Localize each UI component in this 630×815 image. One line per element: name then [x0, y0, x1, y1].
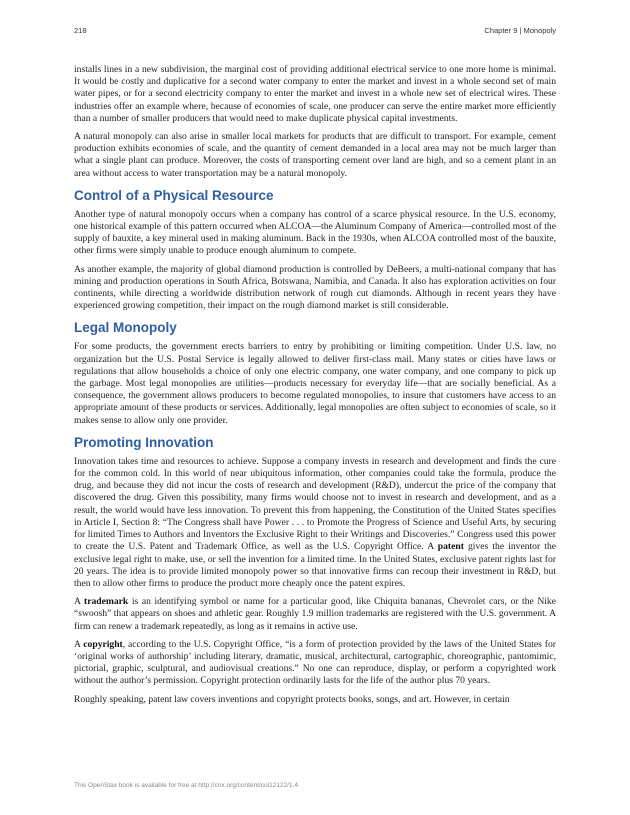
text-run: A [74, 638, 84, 650]
text-run: gives the inventor the exclusive legal right to make, use, or sell the invention for a limited time. In the United States, exclusive patent rights last for 20 years. The idea is to provide limited monopoly power so that innovative firms can recoup their investment in R&D, but then to allow other firms to produce the product more cheaply once the patent expires. [74, 541, 557, 589]
term-patent: patent [437, 541, 464, 553]
term-trademark: trademark [84, 596, 129, 608]
paragraph: As another example, the majority of global diamond production is controlled by DeBeers, a multi-national company that has mining and production operations in South Africa, Botswana, Namibia, and Canada. It also has exploration activities on four continents, while directing a worldwide distribution network of rough cut diamonds. Although in recent years they have experienced growing competition, their impact on the rough diamond market is still considerable. [74, 263, 556, 312]
page-footer: This OpenStax book is available for free at http://cnx.org/content/col12122/1.4 [74, 782, 299, 789]
paragraph: installs lines in a new subdivision, the marginal cost of providing additional electrical service to one more home is minimal. It would be costly and duplicative for a second water company to enter the market and invest in a whole second set of main water pipes, or for a second electricity company to enter the market and invest in a whole new set of electrical wires. These industries offer an example where, because of economies of scale, one producer can serve the entire market more efficiently than a number of smaller producers that would need to make duplicate physical capital investments. [74, 64, 556, 124]
page-body [74, 64, 556, 712]
section-heading-physical-resource: Control of a Physical Resource [74, 187, 274, 203]
text-run: is an identifying symbol or name for a particular good, like Chiquita bananas, Chevrolet cars, or the Nike “swoosh” that appears on shoes and athletic gear. Roughly 1.9 million trademarks are registered with the U.S. government. A firm can renew a trademark repeatedly, as long as it remains in active use. [74, 596, 556, 632]
chapter-title: Chapter 9 | Monopoly [484, 26, 556, 35]
paragraph: For some products, the government erects barriers to entry by prohibiting or limiting competition. Under U.S. law, no organization but the U.S. Postal Service is legally allowed to deliver first-class mail. Many states or cities have laws or regulations that allow households a choice of only one electric company, one water company, and one company to pick up the garbage. Most legal monopolies are utilities—products necessary for everyday life—that are socially beneficial. As a consequence, the government allows producers to become regulated monopolies, to insure that customers have access to an appropriate amount of these products or services. Additionally, legal monopolies are often subject to economies of scale, so it makes sense to allow only one provider. [74, 341, 556, 426]
text-run: Innovation takes time and resources to achieve. Suppose a company invests in research and development and finds the cure for the common cold. In this world of near ubiquitous information, other companies could take the formula, produce the drug, and because they did not incur the costs of research and development (R&D), undercut the price of the company that discovered the drug. Given this possibility, many firms would choose not to invest in research and development, and as a result, the world would have less innovation. To prevent this from happening, the Constitution of the United States specifies in Article I, Section 8: “The Congress shall have Power . . . to Promote the Progress of Science and Useful Arts, by securing for limited Times to Authors and Inventors the Exclusive Right to their Writings and Discoveries.” Congress used this power to create the U.S. Patent and Trademark Office, as well as the U.S. Copyright Office. A [74, 455, 556, 553]
page-header [74, 26, 556, 38]
paragraph-patent [74, 456, 556, 590]
text-run: , according to the U.S. Copyright Office, “is a form of protection provided by the laws of the United States for ‘original works of authorship’ including literary, dramatic, musical, architectural, cartographic, choreographic, pantomimic, pictorial, graphic, sculptural, and audiovisual creations.” No one can reproduce, display, or perform a copyrighted work without the author’s permission. Copyright protection ordinarily lasts for the life of the author plus 70 years. [74, 638, 556, 687]
paragraph-copyright [74, 639, 556, 688]
paragraph: Another type of natural monopoly occurs when a company has control of a scarce physical resource. In the U.S. economy, one historical example of this pattern occurred when ALCOA—the Aluminum Company of America—controlled most of the supply of bauxite, a key mineral used in making aluminum. Back in the 1930s, when ALCOA controlled most of the bauxite, other firms were simply unable to produce enough aluminum to compete. [74, 208, 556, 257]
section-heading-promoting-innovation: Promoting Innovation [74, 434, 214, 450]
section-heading-legal-monopoly: Legal Monopoly [74, 320, 177, 336]
text-run: A [74, 596, 84, 608]
term-copyright: copyright [83, 638, 123, 650]
page-number: 218 [74, 26, 87, 35]
paragraph-trademark [74, 596, 556, 633]
paragraph: A natural monopoly can also arise in smaller local markets for products that are difficult to transport. For example, cement production exhibits economies of scale, and the quantity of cement demanded in a local area may not be much larger than what a single plant can produce. Moreover, the costs of transporting cement over land are high, and so a cement plant in an area without access to water transportation may be a natural monopoly. [74, 131, 556, 179]
paragraph: Roughly speaking, patent law covers inventions and copyright protects books, songs, and art. However, in certain [74, 693, 510, 705]
